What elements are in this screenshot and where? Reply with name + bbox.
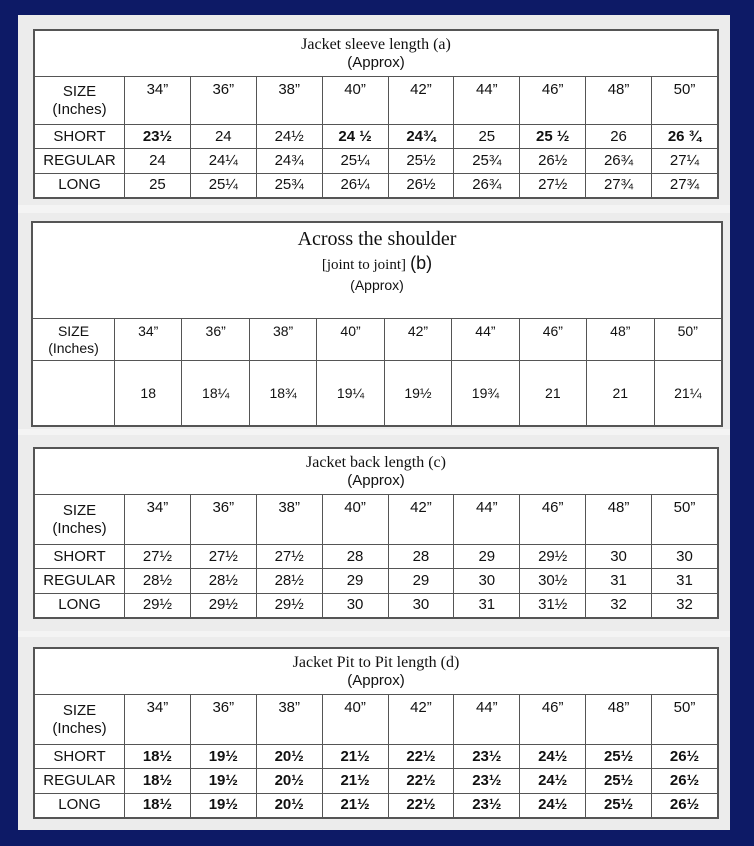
row-label: REGULAR bbox=[35, 769, 125, 793]
table-cell: 25 ½ bbox=[520, 125, 586, 149]
size-header: 34” bbox=[125, 77, 191, 125]
size-header: 48” bbox=[586, 695, 652, 745]
table-cell: 24¼ bbox=[190, 149, 256, 173]
shoulder-title-cell bbox=[33, 223, 722, 319]
table-cell: 30 bbox=[388, 593, 454, 617]
table-cell: 21 bbox=[519, 361, 586, 426]
table-cell: 31½ bbox=[520, 593, 586, 617]
table-cell: 23½ bbox=[454, 745, 520, 769]
table-cell: 28 bbox=[322, 545, 388, 569]
table-cell: 24½ bbox=[520, 769, 586, 793]
size-header: 40” bbox=[322, 695, 388, 745]
table-cell: 25½ bbox=[388, 149, 454, 173]
table-cell: 22½ bbox=[388, 793, 454, 817]
shoulder-subtitle-suffix: (b) bbox=[410, 253, 433, 273]
table-cell: 29 bbox=[322, 569, 388, 593]
size-header: 34” bbox=[125, 495, 191, 545]
size-header: 36” bbox=[190, 495, 256, 545]
table-cell: 32 bbox=[586, 593, 652, 617]
size-header: 46” bbox=[520, 495, 586, 545]
size-header: 46” bbox=[519, 319, 586, 361]
table-cell: 24½ bbox=[256, 125, 322, 149]
size-label-cell bbox=[35, 77, 125, 125]
table-cell: 24½ bbox=[520, 793, 586, 817]
table-cell: 27½ bbox=[256, 545, 322, 569]
table-cell: 25¾ bbox=[454, 149, 520, 173]
sleeve-size-header-row bbox=[35, 77, 718, 125]
row-label: SHORT bbox=[35, 545, 125, 569]
table-cell: 22½ bbox=[388, 745, 454, 769]
size-header: 44” bbox=[454, 77, 520, 125]
size-header: 50” bbox=[652, 495, 718, 545]
pit-panel bbox=[18, 637, 730, 830]
table-cell: 19½ bbox=[190, 793, 256, 817]
table-row bbox=[35, 593, 718, 617]
back-table bbox=[33, 447, 719, 619]
size-label-cell bbox=[33, 319, 115, 361]
table-cell: 26¾ bbox=[454, 173, 520, 197]
table-cell: 24¾ bbox=[256, 149, 322, 173]
table-cell: 19½ bbox=[384, 361, 451, 426]
table-cell: 21¼ bbox=[654, 361, 722, 426]
size-label-cell bbox=[35, 495, 125, 545]
table-cell: 18¼ bbox=[182, 361, 249, 426]
table-cell: 30 bbox=[454, 569, 520, 593]
table-cell: 26½ bbox=[388, 173, 454, 197]
table-cell: 27½ bbox=[125, 545, 191, 569]
back-size-header-row bbox=[35, 495, 718, 545]
size-header: 40” bbox=[322, 495, 388, 545]
size-header: 48” bbox=[586, 495, 652, 545]
table-row bbox=[35, 149, 718, 173]
table-cell: 24¾ bbox=[388, 125, 454, 149]
size-header: 48” bbox=[586, 77, 652, 125]
table-row bbox=[35, 125, 718, 149]
size-header: 50” bbox=[652, 77, 718, 125]
row-label: SHORT bbox=[35, 745, 125, 769]
shoulder-title: Across the shoulder bbox=[297, 228, 457, 250]
size-label: SIZE bbox=[62, 82, 97, 100]
sleeve-panel bbox=[18, 15, 730, 205]
table-cell: 25 bbox=[125, 173, 191, 197]
table-cell: 25¼ bbox=[190, 173, 256, 197]
table-cell: 31 bbox=[454, 593, 520, 617]
sleeve-title: Jacket sleeve length (a) bbox=[301, 35, 451, 53]
table-cell: 32 bbox=[652, 593, 718, 617]
inches-label: (Inches) bbox=[52, 100, 107, 118]
size-header: 48” bbox=[587, 319, 654, 361]
table-cell: 25½ bbox=[586, 769, 652, 793]
table-row bbox=[35, 173, 718, 197]
back-title-cell bbox=[35, 449, 718, 495]
table-cell: 19¾ bbox=[452, 361, 519, 426]
pit-title: Jacket Pit to Pit length (d) bbox=[292, 653, 460, 671]
table-cell: 19¼ bbox=[317, 361, 384, 426]
table-cell: 30 bbox=[322, 593, 388, 617]
table-cell: 30 bbox=[586, 545, 652, 569]
table-cell: 28½ bbox=[125, 569, 191, 593]
shoulder-subtitle: [joint to joint] bbox=[321, 257, 406, 273]
size-header: 44” bbox=[454, 495, 520, 545]
table-cell: 18½ bbox=[125, 745, 191, 769]
table-cell: 31 bbox=[586, 569, 652, 593]
shoulder-size-header-row bbox=[33, 319, 722, 361]
size-header: 36” bbox=[190, 695, 256, 745]
table-cell: 25½ bbox=[586, 793, 652, 817]
table-cell: 30½ bbox=[520, 569, 586, 593]
table-row bbox=[35, 569, 718, 593]
table-cell: 19½ bbox=[190, 745, 256, 769]
shoulder-panel bbox=[18, 213, 730, 429]
table-row bbox=[35, 793, 718, 817]
table-cell: 30 bbox=[652, 545, 718, 569]
table-cell: 23½ bbox=[454, 769, 520, 793]
size-header: 46” bbox=[520, 77, 586, 125]
size-label-cell bbox=[35, 695, 125, 745]
pit-title-cell bbox=[35, 649, 718, 695]
size-header: 34” bbox=[125, 695, 191, 745]
size-header: 38” bbox=[249, 319, 316, 361]
pit-size-header-row bbox=[35, 695, 718, 745]
inches-label: (Inches) bbox=[52, 519, 107, 537]
row-label: LONG bbox=[35, 793, 125, 817]
table-cell: 20½ bbox=[256, 769, 322, 793]
back-title: Jacket back length (c) bbox=[306, 453, 446, 471]
table-cell: 26½ bbox=[652, 793, 718, 817]
shoulder-table bbox=[31, 221, 723, 427]
table-cell: 24½ bbox=[520, 745, 586, 769]
table-cell: 27½ bbox=[190, 545, 256, 569]
sleeve-subtitle: (Approx) bbox=[347, 54, 405, 72]
table-cell: 28½ bbox=[190, 569, 256, 593]
row-label: REGULAR bbox=[35, 149, 125, 173]
table-cell: 19½ bbox=[190, 769, 256, 793]
table-cell: 27¼ bbox=[652, 149, 718, 173]
table-cell: 26¾ bbox=[586, 149, 652, 173]
table-cell: 25¾ bbox=[256, 173, 322, 197]
back-panel bbox=[18, 435, 730, 631]
table-cell: 29 bbox=[454, 545, 520, 569]
size-header: 42” bbox=[388, 77, 454, 125]
table-cell: 28 bbox=[388, 545, 454, 569]
shoulder-approx: (Approx) bbox=[350, 276, 404, 293]
back-subtitle: (Approx) bbox=[347, 472, 405, 490]
sleeve-title-cell bbox=[35, 31, 718, 77]
table-cell: 26½ bbox=[652, 745, 718, 769]
table-cell: 26 bbox=[586, 125, 652, 149]
table-cell: 26½ bbox=[652, 769, 718, 793]
sleeve-table bbox=[33, 29, 719, 199]
size-header: 36” bbox=[182, 319, 249, 361]
table-cell: 21½ bbox=[322, 745, 388, 769]
size-header: 46” bbox=[520, 695, 586, 745]
table-cell: 18½ bbox=[125, 769, 191, 793]
table-cell: 29½ bbox=[256, 593, 322, 617]
table-cell: 27½ bbox=[520, 173, 586, 197]
table-cell: 29½ bbox=[125, 593, 191, 617]
size-header: 38” bbox=[256, 695, 322, 745]
row-label: REGULAR bbox=[35, 569, 125, 593]
table-cell: 29 bbox=[388, 569, 454, 593]
size-header: 42” bbox=[384, 319, 451, 361]
table-row bbox=[33, 361, 722, 426]
table-row bbox=[35, 545, 718, 569]
table-cell: 24 bbox=[190, 125, 256, 149]
size-label: SIZE bbox=[62, 701, 97, 719]
size-header: 40” bbox=[317, 319, 384, 361]
table-cell: 26¼ bbox=[322, 173, 388, 197]
table-cell: 22½ bbox=[388, 769, 454, 793]
row-label: SHORT bbox=[35, 125, 125, 149]
table-cell: 25¼ bbox=[322, 149, 388, 173]
size-header: 36” bbox=[190, 77, 256, 125]
inches-label: (Inches) bbox=[48, 339, 99, 356]
table-cell: 25 bbox=[454, 125, 520, 149]
size-header: 34” bbox=[115, 319, 182, 361]
size-header: 42” bbox=[388, 495, 454, 545]
size-label: SIZE bbox=[62, 501, 97, 519]
table-cell: 21 bbox=[587, 361, 654, 426]
table-cell: 21½ bbox=[322, 793, 388, 817]
table-cell: 24 bbox=[125, 149, 191, 173]
table-cell: 27¾ bbox=[652, 173, 718, 197]
size-header: 38” bbox=[256, 77, 322, 125]
size-header: 44” bbox=[454, 695, 520, 745]
table-cell: 23½ bbox=[125, 125, 191, 149]
table-cell: 21½ bbox=[322, 769, 388, 793]
row-label: LONG bbox=[35, 593, 125, 617]
table-cell: 29½ bbox=[190, 593, 256, 617]
size-header: 38” bbox=[256, 495, 322, 545]
table-cell: 18½ bbox=[125, 793, 191, 817]
size-header: 50” bbox=[652, 695, 718, 745]
size-header: 50” bbox=[654, 319, 722, 361]
table-cell: 31 bbox=[652, 569, 718, 593]
table-cell: 27¾ bbox=[586, 173, 652, 197]
table-cell: 18¾ bbox=[249, 361, 316, 426]
table-cell: 25½ bbox=[586, 745, 652, 769]
table-row bbox=[35, 745, 718, 769]
table-cell: 26½ bbox=[520, 149, 586, 173]
table-cell: 29½ bbox=[520, 545, 586, 569]
table-cell: 26 ¾ bbox=[652, 125, 718, 149]
pit-subtitle: (Approx) bbox=[347, 672, 405, 690]
empty-cell bbox=[33, 361, 115, 426]
size-header: 44” bbox=[452, 319, 519, 361]
pit-table bbox=[33, 647, 719, 819]
table-cell: 28½ bbox=[256, 569, 322, 593]
table-cell: 18 bbox=[115, 361, 182, 426]
table-row bbox=[35, 769, 718, 793]
size-header: 40” bbox=[322, 77, 388, 125]
table-cell: 20½ bbox=[256, 793, 322, 817]
row-label: LONG bbox=[35, 173, 125, 197]
size-label: SIZE bbox=[57, 322, 90, 339]
table-cell: 23½ bbox=[454, 793, 520, 817]
table-cell: 24 ½ bbox=[322, 125, 388, 149]
inches-label: (Inches) bbox=[52, 719, 107, 737]
size-chart-page bbox=[18, 15, 730, 830]
size-header: 42” bbox=[388, 695, 454, 745]
table-cell: 20½ bbox=[256, 745, 322, 769]
